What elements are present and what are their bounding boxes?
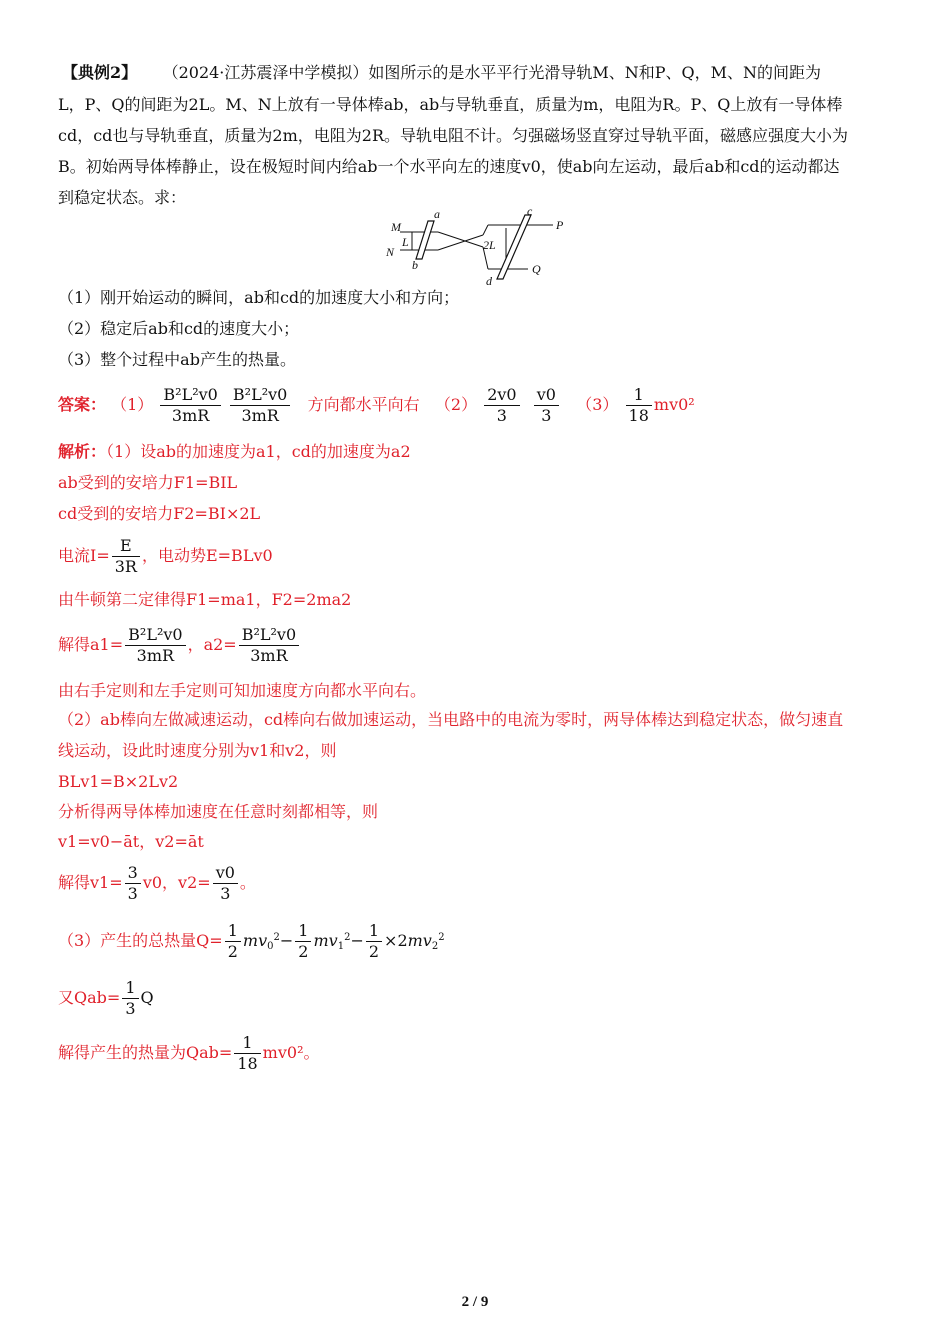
question-2: （2）稳定后ab和cd的速度大小；: [58, 319, 300, 338]
answer-line: [58, 380, 695, 430]
question-1: （1）刚开始运动的瞬间，ab和cd的加速度大小和方向；: [58, 288, 460, 307]
label-N: N: [386, 245, 395, 259]
label-2L: 2L: [483, 238, 496, 252]
example-source: （2024·江苏震泽中学模拟）: [162, 63, 369, 82]
analysis-s12: v1=v0−āt，v2=āt: [58, 832, 204, 851]
example-stem-5: 到稳定状态。求：: [58, 188, 187, 207]
analysis-s15: 又Qab= $\frac{1}{3}$ Q: [58, 978, 154, 1018]
label-b: b: [412, 258, 418, 272]
analysis-s4: 电流I= $\frac{E}{3R}$ ，电动势E=BLv0: [58, 536, 273, 576]
example-stem-4: B。初始两导体棒静止，设在极短时间内给ab一个水平向左的速度v0，使ab向左运动，最后ab和cd的运动都达: [58, 157, 840, 176]
answer-accel-fraction-cd: $\frac{\text{B²L²v0}}{3mR}$: [230, 385, 290, 426]
answer-heat-tail: mv0²: [653, 395, 695, 414]
example-stem-2: L，P、Q的间距为2L。M、N上放有一导体棒ab，ab与导轨垂直，质量为m，电阻为R。P、Q上放有一导体棒: [58, 95, 843, 114]
analysis-s5: 由牛顿第二定律得F1=ma1，F2=2ma2: [58, 590, 352, 609]
label-c: c: [527, 205, 533, 218]
example-tag: 【典例2】: [62, 63, 138, 82]
current-fraction: $\frac{E}{3R}$: [112, 536, 140, 577]
answer-accel-fraction-ab: $\frac{\text{B²L²v0}}{3mR}$: [160, 385, 220, 426]
a1-fraction: $\frac{\text{B²L²v0}}{3mR}$: [125, 625, 185, 666]
answer-v1-fraction: $\frac{2v0}{3}$: [484, 385, 519, 426]
analysis-s11: 分析得两导体棒加速度在任意时刻都相等，则: [58, 802, 379, 821]
analysis-s10: BLv1=B×2Lv2: [58, 772, 179, 791]
example-line-1: [62, 62, 821, 84]
answer-v2-fraction: $\frac{v0}{3}$: [534, 385, 559, 426]
answer-direction: 方向都水平向右: [307, 395, 420, 414]
analysis-s14: （3）产生的总热量Q= $\frac{1}{2}$ $mv_0^2-$ $\frac{1}{2}$ $mv_1^2-$ $\frac{1}{2}$ $\times 2mv_2^2$: [58, 921, 445, 961]
label-d: d: [486, 274, 492, 287]
analysis-s16: 解得产生的热量为Qab= $\frac{1}{18}$ mv0²。: [58, 1033, 320, 1073]
analysis-s7: 由右手定则和左手定则可知加速度方向都水平向右。: [58, 681, 427, 700]
label-a: a: [434, 207, 440, 221]
answer-heat-fraction: $\frac{1}{18}$: [626, 385, 652, 426]
analysis-label: 解析：: [58, 442, 107, 461]
label-Q: Q: [532, 262, 541, 276]
analysis-s2: ab受到的安培力F1=BIL: [58, 473, 238, 492]
label-P: P: [556, 218, 564, 232]
answer-part-3: （3）: [576, 395, 619, 414]
example-stem-3: cd，cd也与导轨垂直，质量为2m，电阻为2R。导轨电阻不计。匀强磁场竖直穿过导轨平面，磁感应强度大小为: [58, 126, 848, 145]
analysis-s9: 线运动，设此时速度分别为v1和v2，则: [58, 741, 337, 760]
answer-label: 答案：: [58, 395, 107, 414]
answer-part-2: （2）: [434, 395, 478, 414]
rod-ab: [416, 221, 434, 259]
analysis-line-1: [58, 441, 411, 463]
example-stem-1: 如图所示的是水平平行光滑导轨M、N和P、Q，M、N的间距为: [368, 63, 822, 82]
analysis-s6: 解得a1= $\frac{\text{B²L²v0}}{3mR}$ ，a2= $\frac{\text{B²L²v0}}{3mR}$: [58, 622, 301, 668]
label-L: L: [402, 235, 409, 249]
page-number: 2 / 9: [461, 1294, 489, 1310]
v2-result-fraction: $\frac{v0}{3}$: [213, 863, 238, 904]
analysis-s13: 解得v1= $\frac{3}{3}$ v0，v2= $\frac{v0}{3}$ 。: [58, 863, 256, 903]
a2-fraction: $\frac{\text{B²L²v0}}{3mR}$: [239, 625, 299, 666]
rail-diagram: [378, 205, 578, 287]
analysis-s8: （2）ab棒向左做减速运动，cd棒向右做加速运动，当电路中的电流为零时，两导体棒达到稳定状态，做匀速直: [58, 710, 844, 729]
analysis-s1: （1）设ab的加速度为a1，cd的加速度为a2: [106, 442, 411, 461]
question-3: （3）整个过程中ab产生的热量。: [58, 350, 296, 369]
analysis-s3: cd受到的安培力F2=BI×2L: [58, 504, 261, 523]
answer-part-1: （1）: [111, 395, 154, 414]
label-M: M: [391, 220, 401, 234]
v1-result-fraction: $\frac{3}{3}$: [125, 863, 141, 904]
